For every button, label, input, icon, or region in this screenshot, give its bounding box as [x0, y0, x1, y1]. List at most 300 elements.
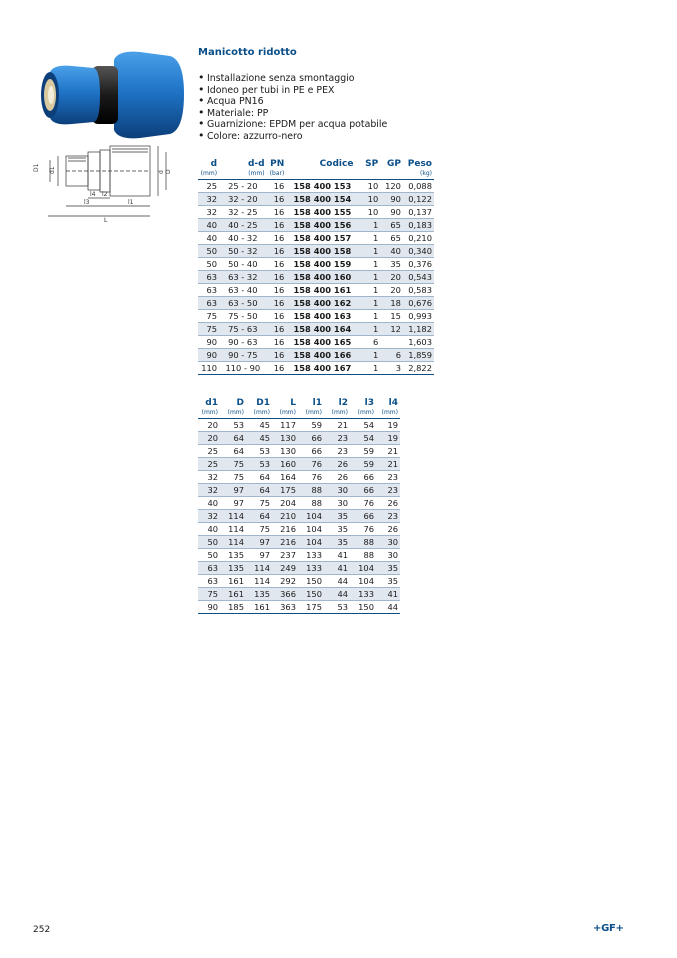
dimensions-table-column-header: l3	[364, 398, 374, 408]
product-header	[198, 47, 638, 143]
table-cell: 32 - 20	[219, 193, 267, 206]
table-cell: 1,603	[403, 336, 434, 349]
table-cell: 104	[298, 536, 324, 549]
table-cell: 0,210	[403, 232, 434, 245]
table-cell: 26	[324, 471, 350, 484]
table-cell: 6	[355, 336, 380, 349]
table-cell: 185	[220, 601, 246, 614]
table-cell: 249	[272, 562, 298, 575]
table-row	[198, 497, 400, 510]
dimensions-table-unit-label: (mm)	[298, 409, 324, 419]
table-cell: 1	[355, 310, 380, 323]
table-cell: 16	[267, 362, 290, 375]
table-cell: 204	[272, 497, 298, 510]
table-cell: 90	[380, 193, 403, 206]
table-cell: 104	[298, 510, 324, 523]
table-cell: 135	[246, 588, 272, 601]
table-cell: 16	[267, 232, 290, 245]
table-cell: 1	[355, 297, 380, 310]
table-cell: 175	[272, 484, 298, 497]
table-cell: 10	[355, 193, 380, 206]
table-cell: 40	[198, 523, 220, 536]
table-cell: 1	[355, 245, 380, 258]
table-cell: 0,137	[403, 206, 434, 219]
codes-table-column-header: Peso	[407, 159, 432, 169]
feature-item: • Acqua PN16	[198, 96, 638, 108]
table-cell: 35	[324, 523, 350, 536]
table-row	[198, 336, 434, 349]
drawing-label-l4: l4	[90, 191, 96, 198]
table-cell: 45	[246, 419, 272, 432]
table-cell: 64	[246, 484, 272, 497]
table-cell: 2,822	[403, 362, 434, 375]
table-cell: 158 400 162	[289, 297, 355, 310]
drawing-label-D1: D1	[33, 163, 40, 172]
table-row	[198, 297, 434, 310]
table-cell: 76	[298, 471, 324, 484]
table-cell: 104	[350, 562, 376, 575]
table-cell: 20	[198, 432, 220, 445]
table-cell: 75 - 63	[219, 323, 267, 336]
table-cell: 0,583	[403, 284, 434, 297]
table-cell: 158 400 167	[289, 362, 355, 375]
table-cell: 66	[298, 445, 324, 458]
table-cell: 0,122	[403, 193, 434, 206]
table-cell: 158 400 166	[289, 349, 355, 362]
table-row	[198, 219, 434, 232]
codes-table-unit-label: (mm)	[198, 170, 219, 180]
table-cell: 150	[350, 601, 376, 614]
table-cell: 133	[298, 549, 324, 562]
table-cell: 90	[198, 349, 219, 362]
table-cell: 64	[220, 445, 246, 458]
table-cell: 25 - 20	[219, 180, 267, 193]
table-cell: 114	[220, 536, 246, 549]
table-cell: 59	[350, 458, 376, 471]
feature-list	[198, 73, 638, 143]
table-cell: 1,182	[403, 323, 434, 336]
table-row	[198, 349, 434, 362]
table-row	[198, 206, 434, 219]
table-cell: 130	[272, 445, 298, 458]
table-cell: 35	[380, 258, 403, 271]
table-cell: 21	[324, 419, 350, 432]
table-cell: 40	[198, 497, 220, 510]
table-cell: 1	[355, 258, 380, 271]
table-cell: 75	[198, 310, 219, 323]
drawing-label-l3: l3	[84, 199, 90, 206]
table-row	[198, 362, 434, 375]
feature-item: • Materiale: PP	[198, 108, 638, 120]
codes-table-unit-label	[380, 170, 403, 180]
feature-item: • Idoneo per tubi in PE e PEX	[198, 85, 638, 97]
codes-table-column-header: Codice	[319, 159, 354, 169]
codes-table-column-header: GP	[386, 159, 401, 169]
feature-item: • Guarnizione: EPDM per acqua potabile	[198, 119, 638, 131]
table-cell: 40	[380, 245, 403, 258]
table-cell: 19	[376, 419, 400, 432]
codes-table-units	[198, 170, 434, 180]
table-cell: 63	[198, 562, 220, 575]
table-cell: 135	[220, 562, 246, 575]
table-cell: 20	[380, 284, 403, 297]
table-cell: 66	[350, 471, 376, 484]
table-cell: 64	[220, 432, 246, 445]
table-cell: 21	[376, 445, 400, 458]
table-cell: 88	[350, 549, 376, 562]
table-cell: 40 - 32	[219, 232, 267, 245]
table-cell: 133	[298, 562, 324, 575]
table-cell: 44	[376, 601, 400, 614]
codes-table-unit-label: (bar)	[267, 170, 290, 180]
drawing-label-d: d	[158, 170, 165, 174]
table-cell: 75	[246, 497, 272, 510]
dimensions-table-column-header: l1	[312, 398, 322, 408]
dimensions-table-unit-label: (mm)	[324, 409, 350, 419]
table-row	[198, 484, 400, 497]
table-row	[198, 523, 400, 536]
drawing-label-l2: l2	[102, 191, 108, 198]
table-cell: 363	[272, 601, 298, 614]
dimensions-table-unit-label: (mm)	[376, 409, 400, 419]
table-row	[198, 458, 400, 471]
table-cell: 0,676	[403, 297, 434, 310]
table-row	[198, 232, 434, 245]
table-cell: 75	[198, 323, 219, 336]
table-row	[198, 180, 434, 193]
table-cell: 1	[355, 284, 380, 297]
table-cell: 10	[355, 206, 380, 219]
table-cell: 75	[198, 588, 220, 601]
table-cell: 16	[267, 271, 290, 284]
table-cell: 16	[267, 193, 290, 206]
table-cell: 216	[272, 523, 298, 536]
table-cell: 1	[355, 271, 380, 284]
table-cell: 35	[376, 575, 400, 588]
table-cell: 63	[198, 284, 219, 297]
table-cell: 161	[220, 575, 246, 588]
table-cell: 20	[198, 419, 220, 432]
table-cell: 16	[267, 349, 290, 362]
codes-table-column-header: PN	[270, 159, 285, 169]
table-cell: 76	[350, 497, 376, 510]
table-row	[198, 575, 400, 588]
codes-table-unit-label	[289, 170, 355, 180]
table-cell: 64	[246, 471, 272, 484]
table-cell: 32	[198, 471, 220, 484]
table-cell: 76	[350, 523, 376, 536]
table-cell: 0,183	[403, 219, 434, 232]
table-cell: 44	[324, 588, 350, 601]
dimensions-table-column-header: D	[236, 398, 244, 408]
table-cell: 0,993	[403, 310, 434, 323]
codes-table-unit-label: (mm)	[219, 170, 267, 180]
table-cell: 104	[298, 523, 324, 536]
table-cell: 23	[324, 432, 350, 445]
table-cell: 90 - 63	[219, 336, 267, 349]
table-cell: 90 - 75	[219, 349, 267, 362]
technical-drawing	[28, 142, 192, 224]
dimensions-table-header	[198, 397, 400, 409]
table-cell: 114	[246, 562, 272, 575]
table-cell: 59	[298, 419, 324, 432]
table-cell: 50	[198, 258, 219, 271]
table-cell: 158 400 155	[289, 206, 355, 219]
table-row	[198, 588, 400, 601]
table-row	[198, 284, 434, 297]
table-cell: 59	[350, 445, 376, 458]
table-cell: 75 - 50	[219, 310, 267, 323]
table-cell: 54	[350, 419, 376, 432]
table-cell: 1	[355, 219, 380, 232]
feature-item: • Installazione senza smontaggio	[198, 73, 638, 85]
table-cell: 23	[376, 510, 400, 523]
dimensions-table-column-header: l4	[388, 398, 398, 408]
table-cell: 158 400 160	[289, 271, 355, 284]
table-row	[198, 258, 434, 271]
table-cell: 97	[246, 549, 272, 562]
dimensions-table-column-header: D1	[256, 398, 270, 408]
codes-table-header	[198, 158, 434, 170]
table-cell: 110 - 90	[219, 362, 267, 375]
codes-table-column-header: d	[210, 159, 218, 169]
dimensions-table-column-header: l2	[338, 398, 348, 408]
table-cell: 76	[298, 458, 324, 471]
table-cell: 32 - 25	[219, 206, 267, 219]
table-row	[198, 445, 400, 458]
drawing-label-D: D	[165, 169, 172, 174]
table-row	[198, 471, 400, 484]
table-cell: 97	[220, 497, 246, 510]
table-row	[198, 549, 400, 562]
table-cell: 25	[198, 458, 220, 471]
table-cell: 35	[324, 510, 350, 523]
table-cell: 41	[376, 588, 400, 601]
table-cell: 19	[376, 432, 400, 445]
table-cell: 25	[198, 180, 219, 193]
table-cell: 18	[380, 297, 403, 310]
table-cell: 63	[198, 297, 219, 310]
table-cell: 135	[220, 549, 246, 562]
table-cell: 23	[376, 471, 400, 484]
drawing-label-l1: l1	[128, 199, 134, 206]
table-cell: 25	[198, 445, 220, 458]
table-cell: 88	[298, 497, 324, 510]
table-cell: 210	[272, 510, 298, 523]
codes-table	[198, 158, 434, 375]
drawing-label-L: L	[104, 217, 108, 224]
table-cell: 158 400 158	[289, 245, 355, 258]
product-title: Manicotto ridotto	[198, 47, 297, 58]
table-cell: 0,340	[403, 245, 434, 258]
dimensions-table-column-header: d1	[205, 398, 218, 408]
table-cell: 66	[350, 510, 376, 523]
table-cell: 90	[198, 601, 220, 614]
table-cell: 16	[267, 258, 290, 271]
table-cell: 117	[272, 419, 298, 432]
table-cell: 30	[376, 536, 400, 549]
table-cell: 30	[376, 549, 400, 562]
table-cell: 66	[350, 484, 376, 497]
dimensions-table-unit-label: (mm)	[272, 409, 298, 419]
table-cell: 32	[198, 510, 220, 523]
table-cell: 16	[267, 284, 290, 297]
table-row	[198, 419, 400, 432]
table-cell: 32	[198, 193, 219, 206]
table-cell: 1	[355, 232, 380, 245]
table-cell: 16	[267, 310, 290, 323]
table-row	[198, 271, 434, 284]
dimensions-table-unit-label: (mm)	[246, 409, 272, 419]
table-cell: 292	[272, 575, 298, 588]
table-cell: 41	[324, 562, 350, 575]
table-cell: 53	[220, 419, 246, 432]
table-cell: 23	[324, 445, 350, 458]
table-cell: 23	[376, 484, 400, 497]
table-cell: 30	[324, 497, 350, 510]
table-cell: 97	[246, 536, 272, 549]
table-cell: 35	[376, 562, 400, 575]
table-cell: 120	[380, 180, 403, 193]
table-cell: 26	[376, 497, 400, 510]
table-cell: 53	[246, 445, 272, 458]
table-cell: 0,543	[403, 271, 434, 284]
table-cell: 114	[220, 523, 246, 536]
table-cell: 75	[220, 471, 246, 484]
table-cell: 1	[355, 362, 380, 375]
table-cell: 26	[324, 458, 350, 471]
table-cell: 6	[380, 349, 403, 362]
table-row	[198, 510, 400, 523]
dimensions-table-units	[198, 409, 400, 419]
table-cell	[380, 336, 403, 349]
table-cell: 16	[267, 336, 290, 349]
table-cell: 366	[272, 588, 298, 601]
dimensions-table-unit-label: (mm)	[350, 409, 376, 419]
table-cell: 32	[198, 484, 220, 497]
table-cell: 0,088	[403, 180, 434, 193]
table-cell: 16	[267, 297, 290, 310]
table-cell: 63 - 40	[219, 284, 267, 297]
table-cell: 90	[380, 206, 403, 219]
table-cell: 16	[267, 219, 290, 232]
table-cell: 161	[220, 588, 246, 601]
table-cell: 50	[198, 245, 219, 258]
table-cell: 63 - 50	[219, 297, 267, 310]
table-row	[198, 432, 400, 445]
table-cell: 53	[324, 601, 350, 614]
gf-logo: +GF+	[593, 923, 624, 934]
table-cell: 158 400 154	[289, 193, 355, 206]
table-cell: 41	[324, 549, 350, 562]
feature-item: • Colore: azzurro-nero	[198, 131, 638, 143]
table-row	[198, 536, 400, 549]
table-row	[198, 601, 400, 614]
table-cell: 32	[198, 206, 219, 219]
table-cell: 158 400 153	[289, 180, 355, 193]
table-cell: 1	[355, 323, 380, 336]
dimensions-table-unit-label: (mm)	[220, 409, 246, 419]
table-cell: 30	[324, 484, 350, 497]
table-cell: 150	[298, 588, 324, 601]
table-cell: 50 - 32	[219, 245, 267, 258]
table-cell: 16	[267, 323, 290, 336]
table-cell: 50	[198, 549, 220, 562]
table-cell: 45	[246, 432, 272, 445]
table-row	[198, 562, 400, 575]
table-cell: 65	[380, 219, 403, 232]
table-cell: 0,376	[403, 258, 434, 271]
table-cell: 54	[350, 432, 376, 445]
table-cell: 16	[267, 206, 290, 219]
table-cell: 150	[298, 575, 324, 588]
table-cell: 65	[380, 232, 403, 245]
table-cell: 110	[198, 362, 219, 375]
table-cell: 97	[220, 484, 246, 497]
table-cell: 1	[355, 349, 380, 362]
table-cell: 50 - 40	[219, 258, 267, 271]
product-photo	[28, 46, 186, 144]
codes-table-unit-label	[355, 170, 380, 180]
table-cell: 175	[298, 601, 324, 614]
table-cell: 66	[298, 432, 324, 445]
table-cell: 160	[272, 458, 298, 471]
table-cell: 158 400 157	[289, 232, 355, 245]
table-cell: 26	[376, 523, 400, 536]
dimensions-table-column-header: L	[290, 398, 296, 408]
table-cell: 10	[355, 180, 380, 193]
table-cell: 88	[350, 536, 376, 549]
table-cell: 158 400 165	[289, 336, 355, 349]
table-cell: 16	[267, 180, 290, 193]
codes-table-column-header: SP	[365, 159, 379, 169]
table-cell: 158 400 164	[289, 323, 355, 336]
table-cell: 64	[246, 510, 272, 523]
table-cell: 53	[246, 458, 272, 471]
table-cell: 12	[380, 323, 403, 336]
codes-table-unit-label: (kg)	[403, 170, 434, 180]
table-cell: 237	[272, 549, 298, 562]
table-row	[198, 245, 434, 258]
table-cell: 40 - 25	[219, 219, 267, 232]
table-cell: 133	[350, 588, 376, 601]
drawing-label-d1: d1	[49, 166, 56, 174]
table-cell: 40	[198, 232, 219, 245]
codes-table-column-header: d-d	[247, 159, 265, 169]
table-cell: 164	[272, 471, 298, 484]
table-row	[198, 310, 434, 323]
table-cell: 88	[298, 484, 324, 497]
table-cell: 75	[246, 523, 272, 536]
table-row	[198, 323, 434, 336]
table-cell: 158 400 161	[289, 284, 355, 297]
table-cell: 16	[267, 245, 290, 258]
table-cell: 158 400 156	[289, 219, 355, 232]
table-cell: 161	[246, 601, 272, 614]
table-row	[198, 193, 434, 206]
table-cell: 3	[380, 362, 403, 375]
table-cell: 158 400 159	[289, 258, 355, 271]
table-cell: 35	[324, 536, 350, 549]
dimensions-table-unit-label: (mm)	[198, 409, 220, 419]
table-cell: 158 400 163	[289, 310, 355, 323]
dimensions-table	[198, 397, 400, 614]
table-cell: 90	[198, 336, 219, 349]
table-cell: 104	[350, 575, 376, 588]
table-cell: 130	[272, 432, 298, 445]
table-cell: 20	[380, 271, 403, 284]
table-cell: 15	[380, 310, 403, 323]
